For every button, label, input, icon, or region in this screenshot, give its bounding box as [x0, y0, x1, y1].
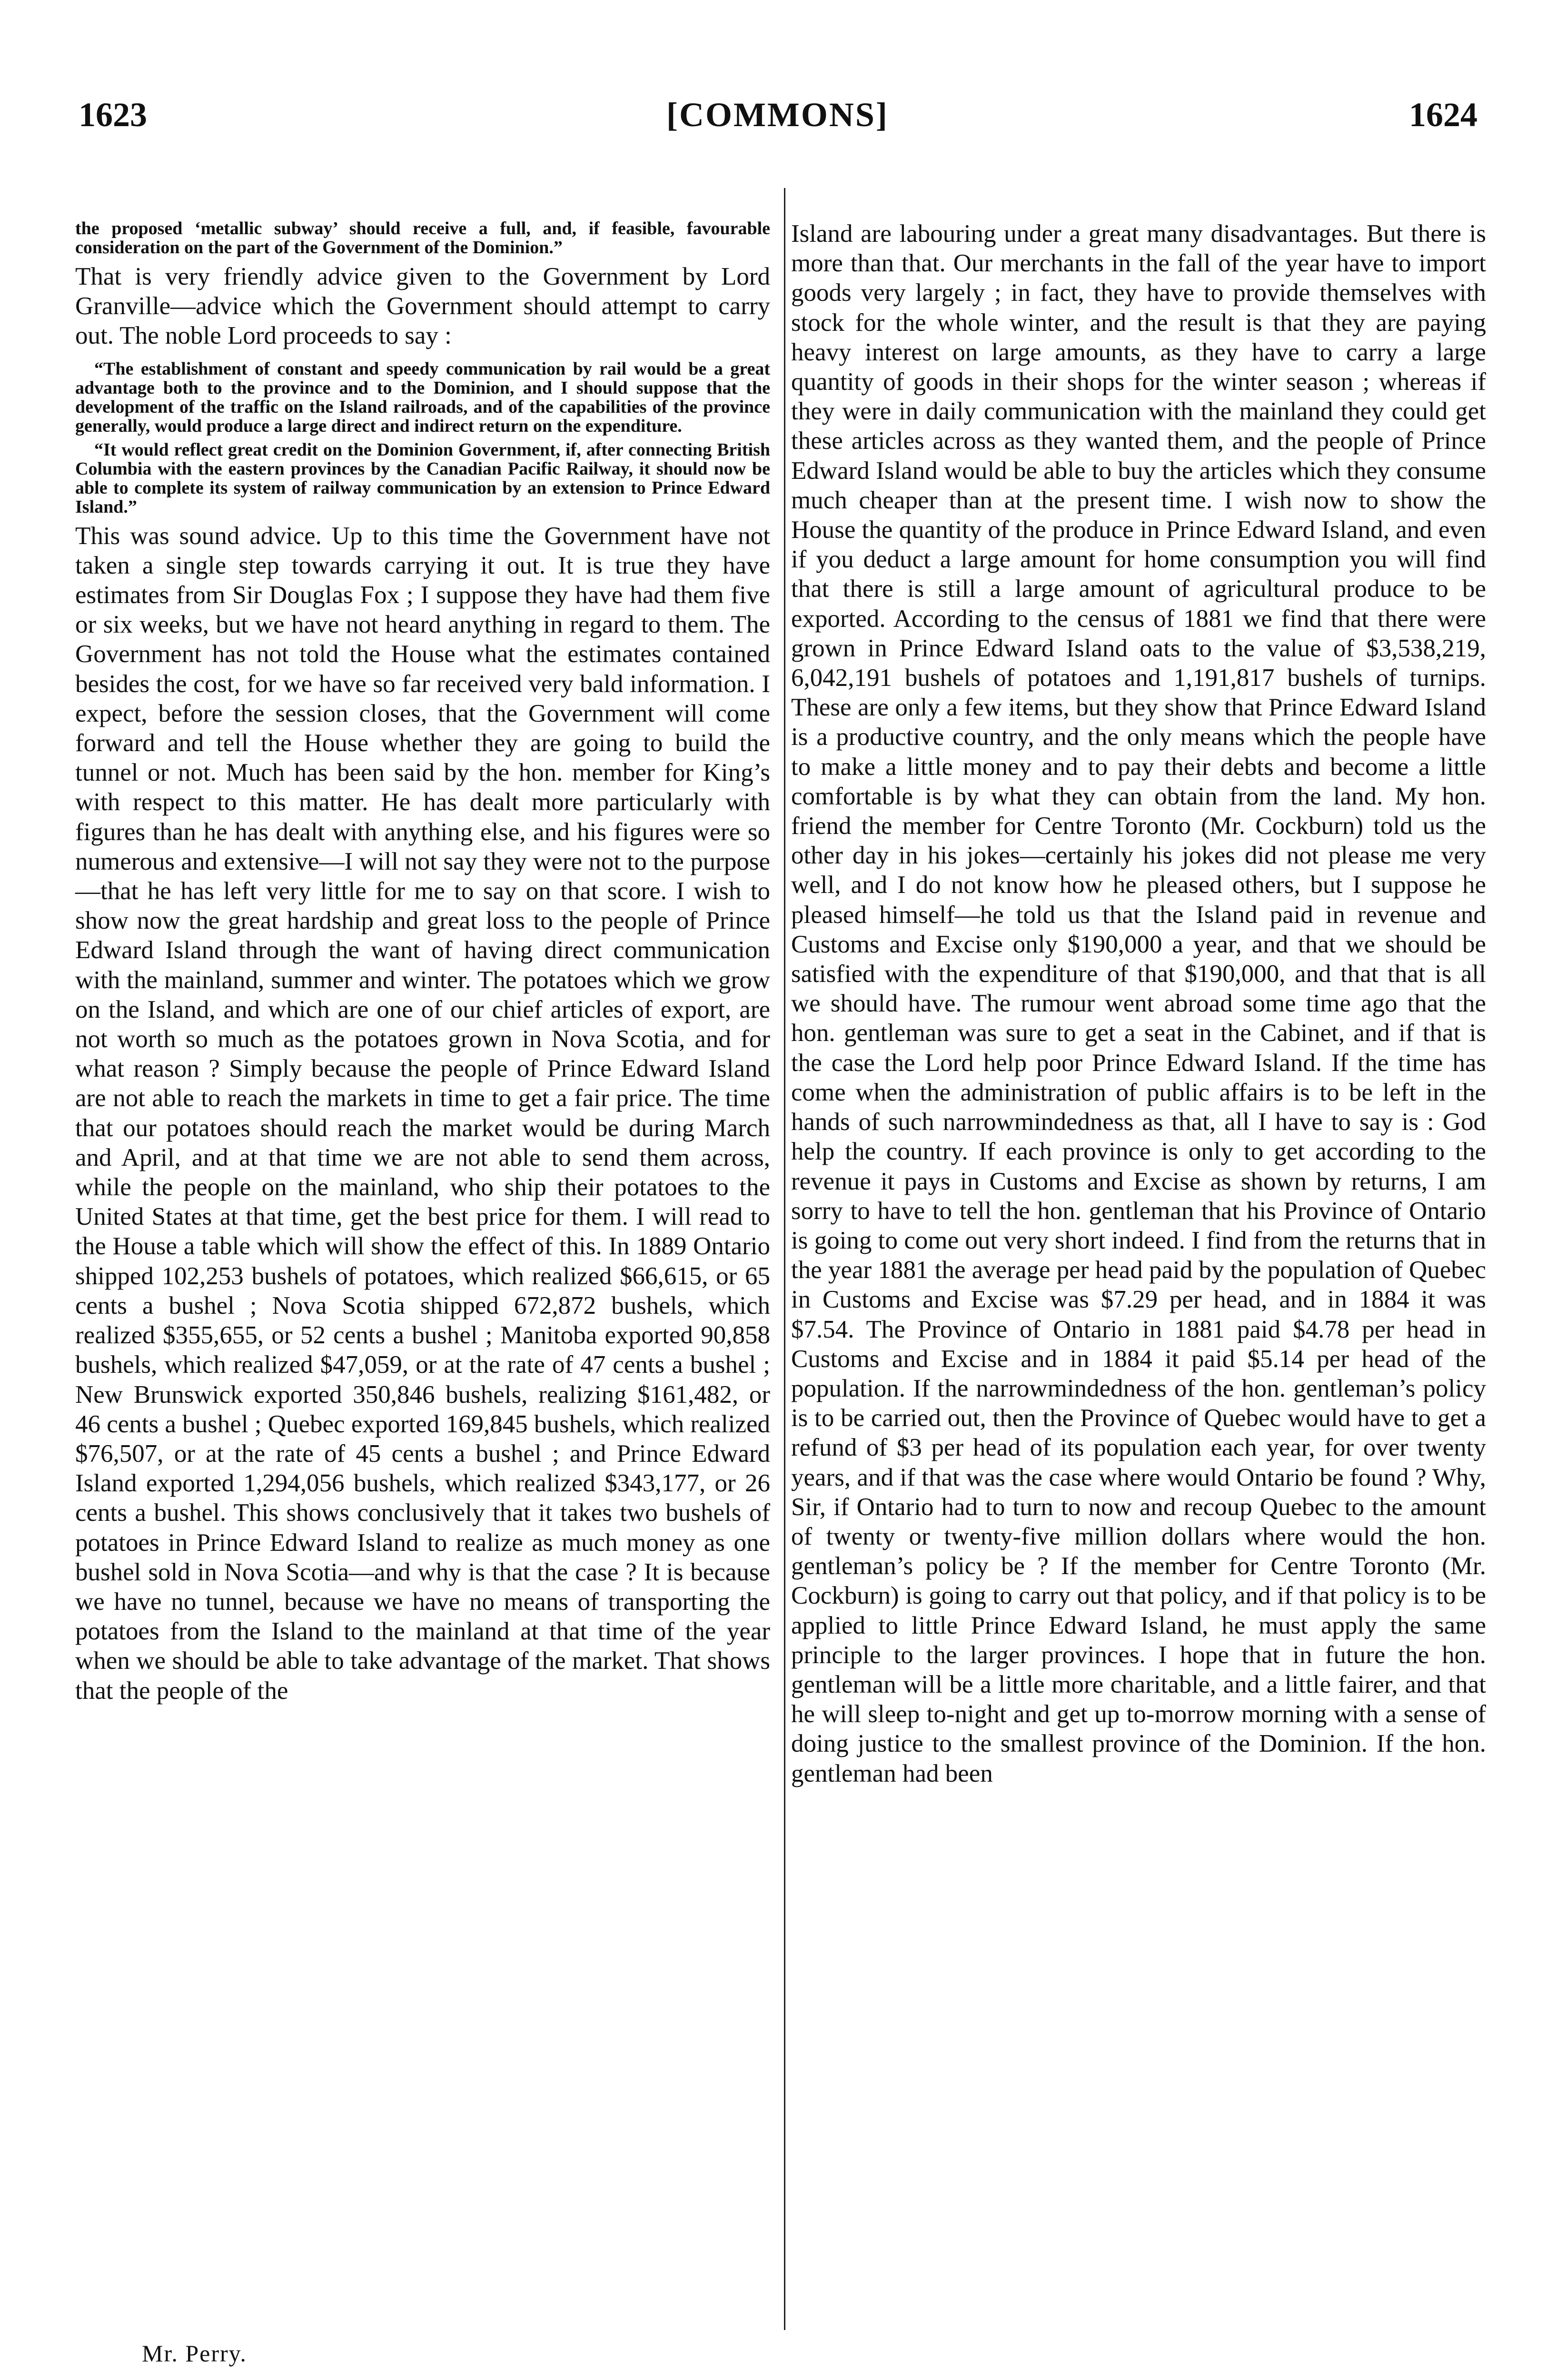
quote-paragraph: “The establishment of constant and speedy communication by rail would be a great advantage both to the province and to the Dominion, and I should suppose that the development of the traffic on the Island railroads, and of the capabilities of the province generally, would produce a large direct and indirect return on the expenditure. — [75, 358, 770, 436]
page-title: [COMMONS] — [666, 96, 889, 134]
page-number-left: 1623 — [79, 96, 147, 134]
body-paragraph: This was sound advice. Up to this time the Government have not taken a single step towards carrying it out. It is true they have estimates from Sir Douglas Fox ; I suppose they have had them five or six weeks, but we have not heard anything in regard to them. The Government has not told the House what the estimates contained besides the cost, for we have so far received very bald information. I expect, before the session closes, that the Government will come forward and tell the House whether they are going to build the tunnel or not. Much has been said by the hon. member for King’s with respect to this matter. He has dealt more particularly with figures than he has dealt with anything else, and his figures were so numerous and extensive—I will not say they were not to the purpose—that he has left very little for me to say on that score. I wish to show now the great hardship and great loss to the people of Prince Edward Island through the want of having direct communication with the mainland, summer and winter. The potatoes which we grow on the Island, and which are one of our chief articles of export, are not worth so much as the potatoes grown in Nova Scotia, and for what reason ? Simply because the people of Prince Edward Island are not able to reach the markets in time to get a fair price. The time that our potatoes should reach the market would be during March and April, and at that time we are not able to send them across, while the people on the mainland, who ship their potatoes to the United States at that time, get the best price for them. I will read to the House a table which will show the effect of this. In 1889 Ontario shipped 102,253 bushels of potatoes, which realized $66,615, or 65 cents a bushel ; Nova Scotia shipped 672,872 bushels, which realized $355,655, or 52 cents a bushel ; Manitoba exported 90,858 bushels, which realized $47,059, or at the rate of 47 cents a bushel ; New Brunswick exported 350,846 bushels, realizing $161,482, or 46 cents a bushel ; Quebec exported 169,845 bushels, which realized $76,507, or at the rate of 45 cents a bushel ; and Prince Edward Island exported 1,294,056 bushels, which realized $343,177, or 26 cents a bushel. This shows conclusively that it takes two bushels of potatoes in Prince Edward Island to realize as much money as one bushel sold in Nova Scotia—and why is that the case ? It is because we have no tunnel, because we have no means of transporting the potatoes from the Island to the mainland at that time of the year when we should be able to take advantage of the market. That shows that the people of the — [75, 522, 771, 1705]
quote-paragraph: the proposed ‘metallic subway’ should receive a full, and, if feasible, favourable consideration on the part of the Government of the Dominion.” — [75, 218, 770, 258]
speaker-footer: Mr. Perry. — [142, 2340, 247, 2367]
quote-paragraph: “It would reflect great credit on the Dominion Government, if, after connecting British Columbia with the eastern provinces by the Canadian Pacific Railway, it should now be able to complete its system of railway communication by an extension to Prince Edward Island.” — [75, 439, 770, 517]
page-number-right: 1624 — [1409, 96, 1477, 134]
right-column — [791, 219, 1486, 1788]
body-paragraph: Island are labouring under a great many disadvantages. But there is more than that. Our merchants in the fall of the year have to import goods very largely ; in fact, they have to provide themselves with stock for the whole winter, and the result is that they are paying heavy interest on large amounts, as they have to carry a large quantity of goods in their shops for the winter season ; whereas if they were in daily communication with the mainland they could get these articles across as they wanted them, and the people of Prince Edward Island would be able to buy the articles which they consume much cheaper than at the present time. I wish now to show the House the quantity of the produce in Prince Edward Island, and even if you deduct a large amount for home consumption you will find that there is still a large amount of agricultural produce to be exported. According to the census of 1881 we find that there were grown in Prince Edward Island oats to the value of $3,538,219, 6,042,191 bushels of potatoes and 1,191,817 bushels of turnips. These are only a few items, but they show that Prince Edward Island is a productive country, and the only means which the people have to make a little money and to pay their debts and become a little comfortable is by what they can obtain from the land. My hon. friend the member for Centre Toronto (Mr. Cockburn) told us the other day in his jokes—certainly his jokes did not please me very well, and I do not know how he pleased others, but I suppose he pleased himself—he told us that the Island paid in revenue and Customs and Excise only $190,000 a year, and that we should be satisfied with the expenditure of that $190,000, and that that is all we should have. The rumour went abroad some time ago that the hon. gentleman was sure to get a seat in the Cabinet, and if that is the case the Lord help poor Prince Edward Island. If the time has come when the administration of public affairs is to be left in the hands of such narrowmindedness as that, all I have to say is : God help the country. If each province is only to get according to the revenue it pays in Customs and Excise as shown by returns, I am sorry to have to tell the hon. gentleman that his Province of Ontario is going to come out very short indeed. I find from the returns that in the year 1881 the average per head paid by the population of Quebec in Customs and Excise was $7.29 per head, and in 1884 it was $7.54. The Province of Ontario in 1881 paid $4.78 per head in Customs and Excise and in 1884 it paid $5.14 per head of the population. If the narrowmindedness of the hon. gentleman’s policy is to be carried out, then the Province of Quebec would have to get a refund of $3 per head of its population each year, for over twenty years, and if that was the case where would Ontario be found ? Why, Sir, if Ontario had to turn to now and recoup Quebec to the amount of twenty or twenty-five million dollars where would the hon. gentleman’s policy be ? If the member for Centre Toronto (Mr. Cockburn) is going to carry out that policy, and if that policy is to be applied to little Prince Edward Island, he must apply the same principle to the larger provinces. I hope that in future the hon. gentleman will be a little more charitable, and a little fairer, and that he will sleep to-night and get up to-morrow morning with a sense of doing justice to the smallest province of the Dominion. If the hon. gentleman had been — [791, 220, 1487, 1787]
page-header — [79, 95, 1477, 148]
body-paragraph: That is very friendly advice given to the Government by Lord Granville—advice which the Government should attempt to carry out. The noble Lord proceeds to say : — [75, 263, 770, 350]
column-divider — [784, 188, 785, 2330]
left-column — [75, 219, 770, 1706]
